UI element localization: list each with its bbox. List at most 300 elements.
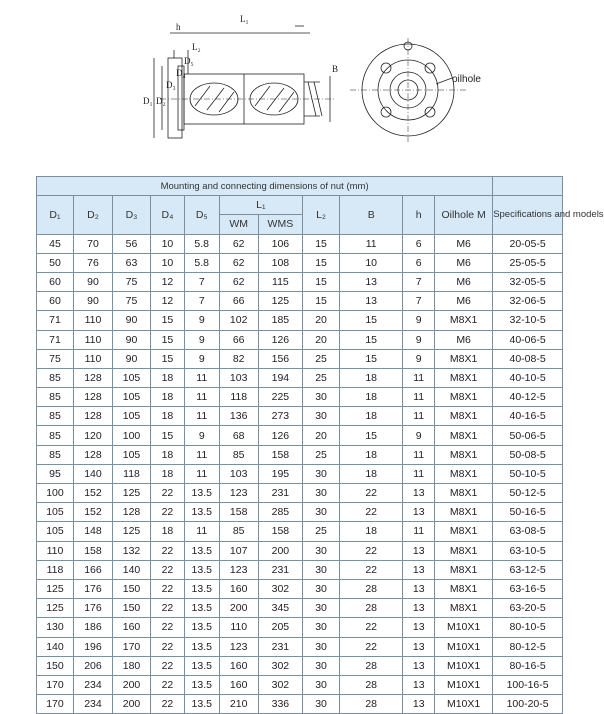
cell-d1: 50 [37, 253, 74, 272]
cell-d4: 22 [151, 656, 185, 675]
cell-h: 9 [403, 426, 435, 445]
table-row [37, 407, 563, 426]
table-row [37, 253, 563, 272]
cell-oilhole: M6 [435, 330, 493, 349]
cell-wms: 126 [258, 426, 302, 445]
cell-d5: 11 [184, 368, 219, 387]
cell-oilhole: M8X1 [435, 349, 493, 368]
table-row [37, 675, 563, 694]
cell-l2: 30 [303, 541, 340, 560]
cell-oilhole: M10X1 [435, 637, 493, 656]
cell-wm: 68 [219, 426, 258, 445]
cell-wm: 136 [219, 407, 258, 426]
cell-h: 13 [403, 599, 435, 618]
cell-l2: 20 [303, 426, 340, 445]
cell-d4: 18 [151, 388, 185, 407]
cell-h: 6 [403, 253, 435, 272]
cell-d1: 118 [37, 560, 74, 579]
nut-drawing-svg [140, 6, 480, 156]
cell-h: 13 [403, 656, 435, 675]
cell-l2: 30 [303, 618, 340, 637]
cell-d3: 170 [113, 637, 151, 656]
cell-wm: 66 [219, 330, 258, 349]
header-d1: D₁ [37, 196, 74, 234]
cell-b: 22 [340, 484, 403, 503]
cell-oilhole: M8X1 [435, 484, 493, 503]
header-b: B [340, 196, 403, 234]
cell-wms: 231 [258, 560, 302, 579]
cell-wm: 118 [219, 388, 258, 407]
cell-wm: 160 [219, 656, 258, 675]
cell-d4: 22 [151, 637, 185, 656]
table-row [37, 272, 563, 291]
cell-model: 32-06-5 [493, 292, 563, 311]
cell-b: 22 [340, 560, 403, 579]
cell-l2: 25 [303, 522, 340, 541]
cell-model: 63-12-5 [493, 560, 563, 579]
cell-b: 28 [340, 695, 403, 714]
cell-d2: 128 [73, 445, 112, 464]
cell-h: 9 [403, 311, 435, 330]
cell-b: 22 [340, 503, 403, 522]
cell-oilhole: M10X1 [435, 618, 493, 637]
cell-d2: 76 [73, 253, 112, 272]
cell-d1: 125 [37, 579, 74, 598]
cell-wms: 225 [258, 388, 302, 407]
cell-d3: 150 [113, 579, 151, 598]
cell-oilhole: M6 [435, 292, 493, 311]
table-row [37, 541, 563, 560]
cell-l2: 30 [303, 599, 340, 618]
cell-model: 63-08-5 [493, 522, 563, 541]
cell-oilhole: M8X1 [435, 426, 493, 445]
cell-d5: 7 [184, 292, 219, 311]
cell-l2: 15 [303, 253, 340, 272]
cell-d1: 60 [37, 272, 74, 291]
cell-d1: 85 [37, 445, 74, 464]
cell-wms: 205 [258, 618, 302, 637]
header-specifications: Specifications and models [493, 196, 563, 234]
cell-d1: 85 [37, 426, 74, 445]
cell-wm: 110 [219, 618, 258, 637]
cell-d4: 18 [151, 464, 185, 483]
cell-d1: 105 [37, 503, 74, 522]
cell-d1: 45 [37, 234, 74, 253]
cell-d5: 5.8 [184, 253, 219, 272]
header-d4: D₄ [151, 196, 185, 234]
cell-wm: 102 [219, 311, 258, 330]
cell-d4: 18 [151, 522, 185, 541]
cell-wms: 302 [258, 656, 302, 675]
cell-b: 28 [340, 656, 403, 675]
cell-wms: 194 [258, 368, 302, 387]
nut-dimensions-table [36, 176, 604, 714]
cell-wms: 115 [258, 272, 302, 291]
header-wm: WM [219, 215, 258, 234]
cell-d3: 105 [113, 445, 151, 464]
cell-l2: 20 [303, 311, 340, 330]
cell-wm: 123 [219, 484, 258, 503]
cell-wm: 82 [219, 349, 258, 368]
table-row [37, 522, 563, 541]
d4-label: D₄ [176, 68, 186, 78]
cell-l2: 25 [303, 349, 340, 368]
header-l2: L₂ [303, 196, 340, 234]
cell-b: 18 [340, 464, 403, 483]
table-row [37, 656, 563, 675]
header-l1: L₁ [219, 196, 302, 215]
cell-wm: 103 [219, 464, 258, 483]
cell-d1: 95 [37, 464, 74, 483]
cell-wms: 273 [258, 407, 302, 426]
cell-d5: 13.5 [184, 541, 219, 560]
cell-d4: 12 [151, 292, 185, 311]
cell-wms: 158 [258, 445, 302, 464]
cell-d1: 71 [37, 311, 74, 330]
cell-wms: 345 [258, 599, 302, 618]
cell-d4: 15 [151, 349, 185, 368]
cell-d3: 132 [113, 541, 151, 560]
table-row [37, 637, 563, 656]
cell-model: 100-16-5 [493, 675, 563, 694]
cell-oilhole: M8X1 [435, 388, 493, 407]
cell-d1: 75 [37, 349, 74, 368]
cell-model: 25-05-5 [493, 253, 563, 272]
cell-wms: 158 [258, 522, 302, 541]
cell-d3: 140 [113, 560, 151, 579]
cell-d3: 75 [113, 272, 151, 291]
cell-d5: 13.5 [184, 675, 219, 694]
cell-oilhole: M8X1 [435, 407, 493, 426]
cell-wms: 108 [258, 253, 302, 272]
cell-d4: 18 [151, 368, 185, 387]
cell-h: 13 [403, 541, 435, 560]
cell-d2: 152 [73, 484, 112, 503]
cell-d1: 125 [37, 599, 74, 618]
cell-wms: 302 [258, 675, 302, 694]
cell-d3: 125 [113, 522, 151, 541]
header-d2: D₂ [73, 196, 112, 234]
table-row [37, 368, 563, 387]
cell-b: 18 [340, 522, 403, 541]
header-wms: WMS [258, 215, 302, 234]
cell-oilhole: M6 [435, 253, 493, 272]
table-row [37, 311, 563, 330]
cell-d3: 105 [113, 368, 151, 387]
cell-d3: 118 [113, 464, 151, 483]
cell-b: 28 [340, 675, 403, 694]
cell-d5: 13.5 [184, 599, 219, 618]
cell-wms: 336 [258, 695, 302, 714]
cell-d3: 105 [113, 388, 151, 407]
cell-d4: 22 [151, 618, 185, 637]
cell-h: 9 [403, 349, 435, 368]
cell-d5: 9 [184, 330, 219, 349]
cell-d5: 13.5 [184, 695, 219, 714]
cell-model: 50-06-5 [493, 426, 563, 445]
cell-h: 11 [403, 368, 435, 387]
cell-oilhole: M8X1 [435, 368, 493, 387]
cell-b: 15 [340, 311, 403, 330]
cell-oilhole: M10X1 [435, 695, 493, 714]
cell-d1: 71 [37, 330, 74, 349]
cell-d2: 152 [73, 503, 112, 522]
cell-wm: 200 [219, 599, 258, 618]
cell-wm: 160 [219, 675, 258, 694]
cell-oilhole: M8X1 [435, 464, 493, 483]
table-row [37, 695, 563, 714]
cell-d1: 110 [37, 541, 74, 560]
cell-d5: 11 [184, 407, 219, 426]
cell-d3: 180 [113, 656, 151, 675]
cell-wms: 126 [258, 330, 302, 349]
cell-l2: 25 [303, 368, 340, 387]
cell-l2: 30 [303, 637, 340, 656]
cell-wms: 302 [258, 579, 302, 598]
d1-label: D₁ [143, 96, 153, 106]
cell-d3: 90 [113, 330, 151, 349]
table-title: Mounting and connecting dimensions of nut (mm) [37, 177, 493, 196]
cell-oilhole: M6 [435, 234, 493, 253]
cell-oilhole: M8X1 [435, 445, 493, 464]
cell-model: 80-12-5 [493, 637, 563, 656]
cell-d2: 128 [73, 388, 112, 407]
cell-d5: 11 [184, 522, 219, 541]
cell-h: 9 [403, 330, 435, 349]
header-h: h [403, 196, 435, 234]
cell-wm: 123 [219, 560, 258, 579]
cell-wms: 231 [258, 637, 302, 656]
cell-d3: 200 [113, 675, 151, 694]
cell-model: 40-16-5 [493, 407, 563, 426]
cell-h: 6 [403, 234, 435, 253]
cell-d5: 9 [184, 311, 219, 330]
cell-l2: 30 [303, 484, 340, 503]
cell-b: 18 [340, 445, 403, 464]
cell-wms: 195 [258, 464, 302, 483]
cell-d5: 13.5 [184, 656, 219, 675]
cell-d4: 22 [151, 484, 185, 503]
cell-b: 22 [340, 618, 403, 637]
cell-h: 13 [403, 484, 435, 503]
cell-l2: 30 [303, 579, 340, 598]
cell-h: 11 [403, 407, 435, 426]
cell-model: 80-10-5 [493, 618, 563, 637]
cell-d1: 105 [37, 522, 74, 541]
cell-b: 28 [340, 599, 403, 618]
cell-l2: 15 [303, 234, 340, 253]
cell-d5: 11 [184, 445, 219, 464]
cell-d2: 140 [73, 464, 112, 483]
cell-d4: 15 [151, 311, 185, 330]
cell-d3: 63 [113, 253, 151, 272]
cell-b: 15 [340, 349, 403, 368]
table-row [37, 234, 563, 253]
cell-wms: 106 [258, 234, 302, 253]
cell-model: 50-08-5 [493, 445, 563, 464]
cell-model: 20-05-5 [493, 234, 563, 253]
l2-label: L₂ [192, 42, 201, 52]
cell-d1: 170 [37, 695, 74, 714]
cell-wm: 103 [219, 368, 258, 387]
cell-d4: 22 [151, 560, 185, 579]
cell-b: 13 [340, 292, 403, 311]
cell-h: 13 [403, 637, 435, 656]
cell-model: 32-10-5 [493, 311, 563, 330]
cell-oilhole: M8X1 [435, 599, 493, 618]
table-title-blank [493, 177, 563, 196]
b-label: B [332, 64, 339, 74]
cell-h: 13 [403, 618, 435, 637]
cell-b: 18 [340, 368, 403, 387]
cell-d3: 90 [113, 311, 151, 330]
h-label: h [176, 22, 181, 32]
cell-d3: 125 [113, 484, 151, 503]
cell-d5: 13.5 [184, 560, 219, 579]
cell-h: 13 [403, 560, 435, 579]
cell-wms: 231 [258, 484, 302, 503]
table-row [37, 503, 563, 522]
cell-l2: 30 [303, 388, 340, 407]
l1-label: L₁ [240, 14, 249, 24]
cell-l2: 15 [303, 292, 340, 311]
cell-l2: 15 [303, 272, 340, 291]
cell-d2: 186 [73, 618, 112, 637]
cell-oilhole: M10X1 [435, 656, 493, 675]
cell-d3: 160 [113, 618, 151, 637]
cell-l2: 30 [303, 675, 340, 694]
cell-model: 50-12-5 [493, 484, 563, 503]
cell-wm: 66 [219, 292, 258, 311]
cell-wms: 156 [258, 349, 302, 368]
cell-d2: 90 [73, 272, 112, 291]
cell-d3: 56 [113, 234, 151, 253]
cell-wms: 200 [258, 541, 302, 560]
cell-d5: 11 [184, 388, 219, 407]
cell-h: 11 [403, 445, 435, 464]
cell-wms: 285 [258, 503, 302, 522]
cell-d2: 70 [73, 234, 112, 253]
cell-d4: 22 [151, 541, 185, 560]
cell-d2: 110 [73, 311, 112, 330]
cell-oilhole: M6 [435, 272, 493, 291]
table-row [37, 349, 563, 368]
cell-oilhole: M8X1 [435, 522, 493, 541]
table-row [37, 388, 563, 407]
cell-d5: 7 [184, 272, 219, 291]
cell-d1: 85 [37, 388, 74, 407]
cell-model: 40-08-5 [493, 349, 563, 368]
d2-label: D₂ [156, 96, 166, 106]
cell-model: 63-16-5 [493, 579, 563, 598]
cell-d1: 85 [37, 368, 74, 387]
table-row [37, 560, 563, 579]
cell-d2: 158 [73, 541, 112, 560]
cell-d1: 130 [37, 618, 74, 637]
table-row [37, 484, 563, 503]
oilhole-label: oilhole [452, 74, 481, 85]
table-row [37, 579, 563, 598]
cell-d5: 13.5 [184, 618, 219, 637]
cell-d4: 22 [151, 599, 185, 618]
cell-l2: 20 [303, 330, 340, 349]
cell-model: 100-20-5 [493, 695, 563, 714]
cell-d4: 22 [151, 579, 185, 598]
header-d3: D₃ [113, 196, 151, 234]
cell-d3: 100 [113, 426, 151, 445]
cell-model: 32-05-5 [493, 272, 563, 291]
table-row [37, 292, 563, 311]
cell-wm: 107 [219, 541, 258, 560]
cell-oilhole: M8X1 [435, 579, 493, 598]
table-row [37, 464, 563, 483]
cell-h: 7 [403, 272, 435, 291]
cell-d5: 13.5 [184, 637, 219, 656]
cell-d4: 15 [151, 426, 185, 445]
cell-d2: 176 [73, 579, 112, 598]
cell-h: 11 [403, 464, 435, 483]
table-row [37, 426, 563, 445]
cell-d5: 13.5 [184, 484, 219, 503]
cell-b: 10 [340, 253, 403, 272]
cell-wm: 158 [219, 503, 258, 522]
cell-h: 11 [403, 522, 435, 541]
cell-l2: 30 [303, 695, 340, 714]
cell-wms: 125 [258, 292, 302, 311]
cell-d3: 200 [113, 695, 151, 714]
cell-b: 15 [340, 330, 403, 349]
cell-oilhole: M8X1 [435, 560, 493, 579]
cell-l2: 25 [303, 445, 340, 464]
cell-wm: 160 [219, 579, 258, 598]
cell-model: 50-10-5 [493, 464, 563, 483]
cell-model: 40-10-5 [493, 368, 563, 387]
cell-oilhole: M10X1 [435, 675, 493, 694]
nut-end-view [350, 38, 466, 142]
cell-d4: 10 [151, 234, 185, 253]
cell-d4: 15 [151, 330, 185, 349]
cell-model: 40-12-5 [493, 388, 563, 407]
cell-b: 15 [340, 426, 403, 445]
table-row [37, 618, 563, 637]
cell-d2: 110 [73, 349, 112, 368]
cell-d3: 150 [113, 599, 151, 618]
cell-b: 28 [340, 579, 403, 598]
cell-d1: 140 [37, 637, 74, 656]
cell-d2: 110 [73, 330, 112, 349]
cell-model: 63-10-5 [493, 541, 563, 560]
cell-h: 7 [403, 292, 435, 311]
cell-d4: 22 [151, 695, 185, 714]
cell-d2: 128 [73, 368, 112, 387]
cell-oilhole: M8X1 [435, 311, 493, 330]
cell-model: 40-06-5 [493, 330, 563, 349]
cell-d5: 13.5 [184, 503, 219, 522]
cell-model: 80-16-5 [493, 656, 563, 675]
cell-model: 50-16-5 [493, 503, 563, 522]
cell-d2: 176 [73, 599, 112, 618]
cell-b: 22 [340, 541, 403, 560]
cell-wm: 85 [219, 522, 258, 541]
cell-d2: 206 [73, 656, 112, 675]
cell-d4: 12 [151, 272, 185, 291]
cell-wm: 210 [219, 695, 258, 714]
cell-d3: 128 [113, 503, 151, 522]
cell-d1: 170 [37, 675, 74, 694]
cell-wm: 62 [219, 253, 258, 272]
cell-d4: 22 [151, 503, 185, 522]
cell-d2: 128 [73, 407, 112, 426]
